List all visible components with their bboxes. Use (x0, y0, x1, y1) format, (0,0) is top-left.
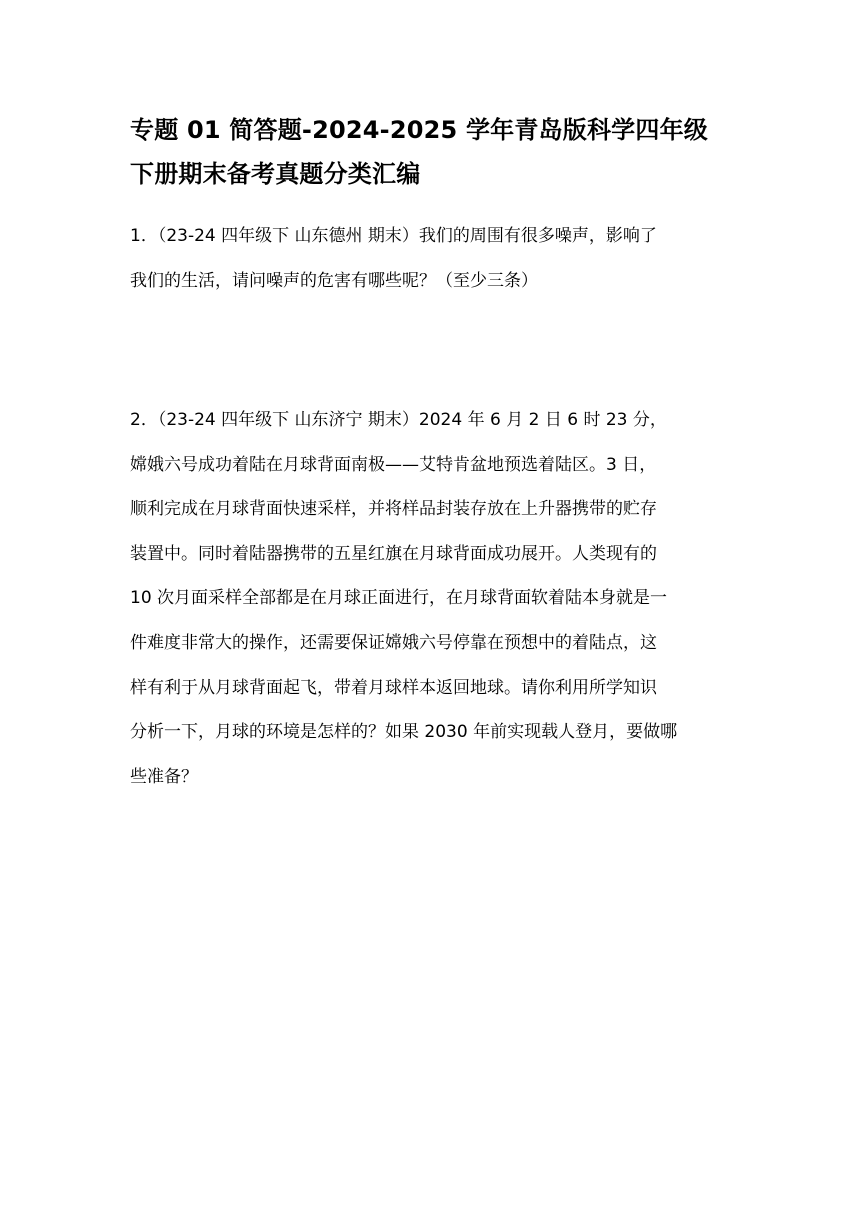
question-2-line: 嫦娥六号成功着陆在月球背面南极——艾特肯盆地预选着陆区。3 日， (130, 454, 657, 475)
question-2-line: 些准备？ (130, 766, 198, 787)
question-2-line: 顺利完成在月球背面快速采样，并将样品封装存放在上升器携带的贮存 (130, 499, 657, 520)
title-line: 专题 01 简答题-2024-2025 学年青岛版科学四年级 (130, 116, 708, 144)
question-2-line: 10 次月面采样全部都是在月球正面进行，在月球背面软着陆本身就是一 (130, 588, 668, 609)
question-2-line: 2．（23-24 四年级下 山东济宁 期末）2024 年 6 月 2 日 6 时 23 分， (130, 410, 667, 430)
question-2-line: 分析一下，月球的环境是怎样的？如果 2030 年前实现载人登月，要做哪 (130, 722, 678, 743)
document-title (130, 108, 740, 196)
title-line: 下册期末备考真题分类汇编 (130, 160, 421, 188)
question-1 (130, 214, 740, 303)
question-2-line: 样有利于从月球背面起飞，带着月球样本返回地球。请你利用所学知识 (130, 677, 657, 698)
question-2 (130, 398, 740, 799)
question-2-line: 装置中。同时着陆器携带的五星红旗在月球背面成功展开。人类现有的 (130, 543, 657, 564)
question-1-line: 我们的生活，请问噪声的危害有哪些呢？（至少三条） (130, 270, 538, 291)
question-1-line: 1．（23-24 四年级下 山东德州 期末）我们的周围有很多噪声，影响了 (130, 226, 657, 246)
question-2-line: 件难度非常大的操作，还需要保证嫦娥六号停靠在预想中的着陆点，这 (130, 632, 657, 653)
